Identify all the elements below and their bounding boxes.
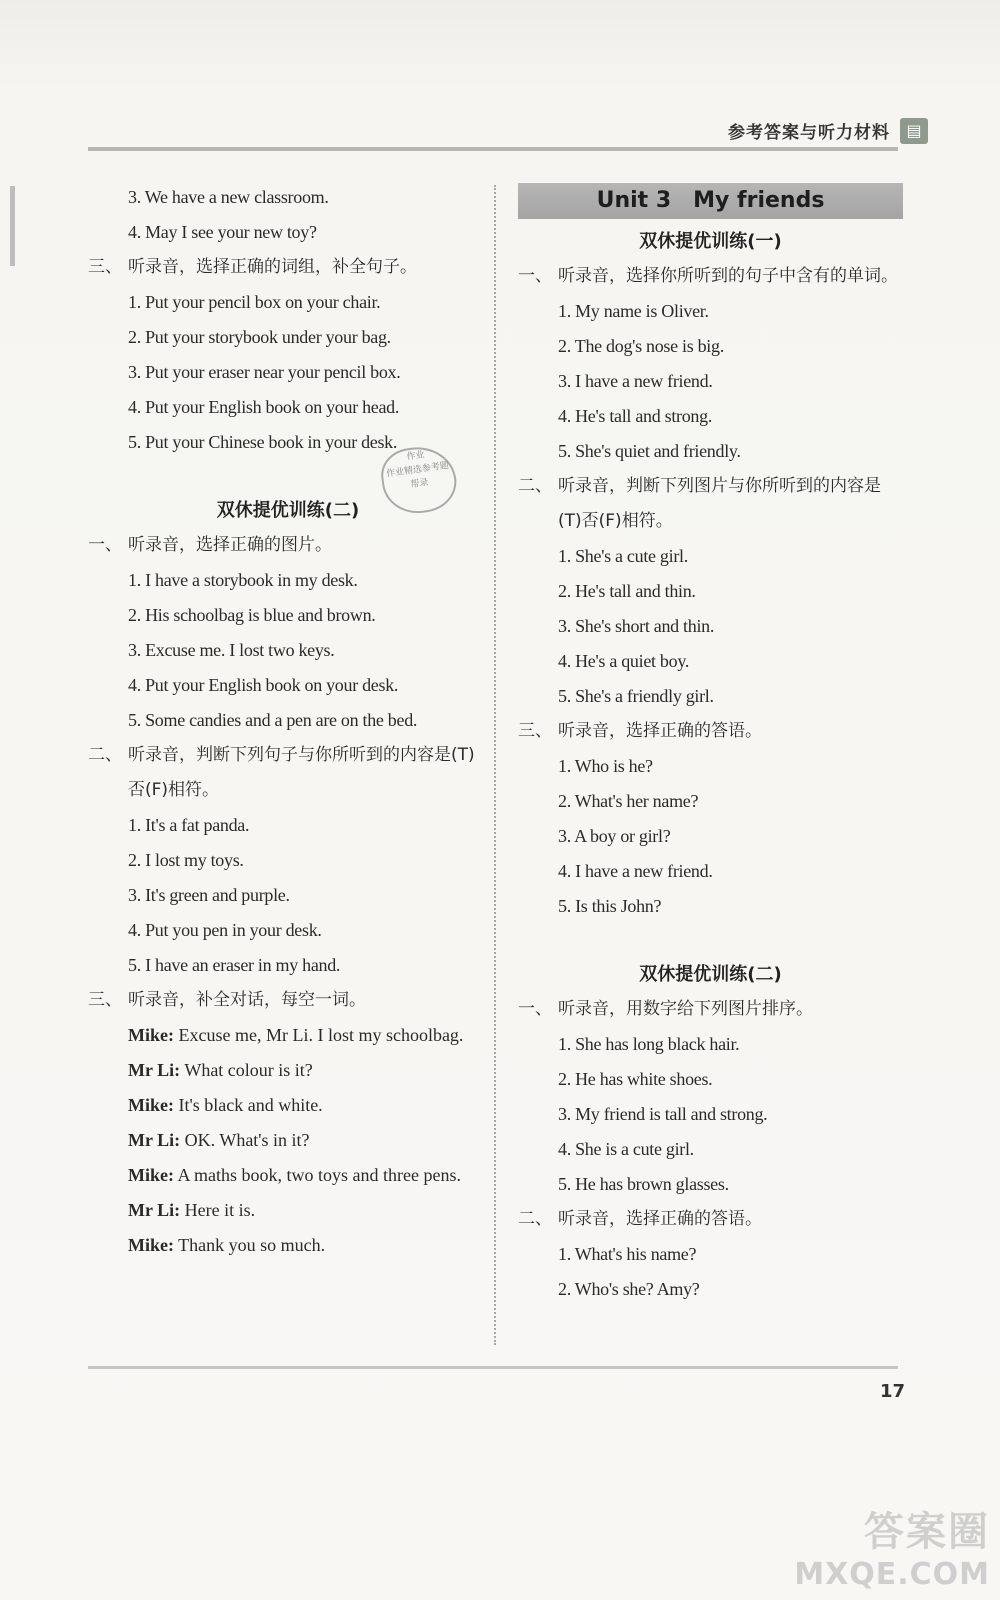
section-title: 双休提优训练(一) — [639, 231, 782, 252]
unit-name: My friends — [693, 188, 825, 213]
question-text: 听录音，判断下列图片与你所听到的内容是(T)否(F)相符。 — [558, 476, 881, 531]
stamp-line: 作业精选参考题 — [385, 460, 450, 480]
list-item: 4. He's tall and strong. — [558, 406, 713, 426]
dialog-text: What colour is it? — [180, 1060, 313, 1080]
dialog-text: It's black and white. — [173, 1095, 323, 1115]
list-item: 3. Put your eraser near your pencil box. — [128, 362, 401, 382]
unit-banner — [518, 183, 903, 219]
question-text: 听录音，用数字给下列图片排序。 — [558, 999, 813, 1019]
question-text: 听录音，判断下列句子与你所听到的内容是(T)否(F)相符。 — [128, 745, 475, 800]
list-item: 3. She's short and thin. — [558, 616, 715, 636]
left-column — [88, 180, 488, 1263]
list-item: 5. He has brown glasses. — [558, 1174, 729, 1194]
section-title: 双休提优训练(二) — [216, 500, 360, 521]
question-number: 一、 — [518, 266, 552, 286]
question-text: 听录音，选择正确的词组，补全句子。 — [128, 257, 417, 277]
margin-bar — [10, 186, 15, 266]
page-number: 17 — [880, 1381, 906, 1402]
list-item: 4. Put your English book on your head. — [128, 397, 400, 417]
dialog-speaker: Mike: — [128, 1025, 174, 1045]
dialog-text: Thank you so much. — [173, 1235, 326, 1255]
section-title: 双休提优训练(二) — [639, 964, 782, 985]
question-number: 二、 — [518, 476, 552, 496]
watermark-text: 答案圈 — [864, 1509, 990, 1555]
list-item: 2. Who's she? Amy? — [558, 1279, 700, 1299]
list-item: 4. Put you pen in your desk. — [128, 920, 322, 940]
list-item: 3. A boy or girl? — [558, 826, 671, 846]
stamp-line: 帮录 — [409, 477, 430, 491]
footer-rule — [88, 1366, 898, 1369]
question-header — [88, 738, 488, 808]
list-item: 2. His schoolbag is blue and brown. — [128, 605, 376, 625]
dialog-text: Excuse me, Mr Li. I lost my schoolbag. — [173, 1025, 464, 1045]
right-column — [518, 180, 903, 1307]
list-item: 4. May I see your new toy? — [128, 222, 317, 242]
question-number: 二、 — [88, 745, 122, 765]
dialog-line — [88, 1158, 488, 1193]
list-item: 1. Who is he? — [558, 756, 653, 776]
question-number: 三、 — [518, 721, 552, 741]
dialog-text: Here it is. — [180, 1200, 256, 1220]
watermark — [794, 1500, 990, 1592]
question-text: 听录音，选择正确的图片。 — [128, 535, 332, 555]
question-header — [518, 1202, 903, 1237]
list-item: 4. He's a quiet boy. — [558, 651, 690, 671]
list-item: 3. We have a new classroom. — [128, 187, 329, 207]
list-item: 4. Put your English book on your desk. — [128, 675, 399, 695]
question-header — [518, 259, 903, 294]
question-number: 三、 — [88, 990, 122, 1010]
list-item: 1. She's a cute girl. — [558, 546, 688, 566]
list-item: 1. I have a storybook in my desk. — [128, 570, 358, 590]
dialog-text: OK. What's in it? — [180, 1130, 310, 1150]
list-item: 5. She's a friendly girl. — [558, 686, 714, 706]
list-item: 3. My friend is tall and strong. — [558, 1104, 768, 1124]
question-number: 三、 — [88, 257, 122, 277]
question-number: 一、 — [518, 999, 552, 1019]
list-item: 2. He's tall and thin. — [558, 581, 696, 601]
question-header — [88, 528, 488, 563]
list-item: 2. The dog's nose is big. — [558, 336, 724, 356]
list-item: 3. It's green and purple. — [128, 885, 290, 905]
dialog-speaker: Mike: — [128, 1165, 174, 1185]
dialog-line — [88, 1123, 488, 1158]
list-item: 1. My name is Oliver. — [558, 301, 709, 321]
dialog-speaker: Mr Li: — [128, 1200, 181, 1220]
list-item: 1. What's his name? — [558, 1244, 697, 1264]
watermark-url: MXQE.COM — [794, 1557, 990, 1592]
list-item: 1. Put your pencil box on your chair. — [128, 292, 381, 312]
question-number: 二、 — [518, 1209, 552, 1229]
list-item: 5. Is this John? — [558, 896, 662, 916]
list-item: 4. I have a new friend. — [558, 861, 713, 881]
list-item: 3. Excuse me. I lost two keys. — [128, 640, 335, 660]
list-item: 5. I have an eraser in my hand. — [128, 955, 341, 975]
dialog-speaker: Mr Li: — [128, 1130, 181, 1150]
question-text: 听录音，选择正确的答语。 — [558, 721, 762, 741]
question-text: 听录音，选择正确的答语。 — [558, 1209, 762, 1229]
list-item: 2. Put your storybook under your bag. — [128, 327, 391, 347]
question-text: 听录音，补全对话，每空一词。 — [128, 990, 366, 1010]
question-header — [518, 714, 903, 749]
question-header — [88, 983, 488, 1018]
list-item: 1. She has long black hair. — [558, 1034, 740, 1054]
dialog-line — [88, 1018, 488, 1053]
list-item: 5. Some candies and a pen are on the bed. — [128, 710, 418, 730]
list-item: 2. I lost my toys. — [128, 850, 244, 870]
dialog-speaker: Mr Li: — [128, 1060, 181, 1080]
header-title: 参考答案与听力材料 — [728, 123, 890, 143]
dialog-line — [88, 1053, 488, 1088]
list-item: 2. He has white shoes. — [558, 1069, 713, 1089]
dialog-speaker: Mike: — [128, 1095, 174, 1115]
dialog-line — [88, 1088, 488, 1123]
dialog-speaker: Mike: — [128, 1235, 174, 1255]
list-item: 5. Put your Chinese book in your desk. — [128, 432, 398, 452]
question-number: 一、 — [88, 535, 122, 555]
header-rule — [88, 147, 898, 151]
list-item: 2. What's her name? — [558, 791, 699, 811]
question-header — [518, 992, 903, 1027]
stamp-line: 作业 — [406, 450, 426, 463]
list-item: 4. She is a cute girl. — [558, 1139, 694, 1159]
column-divider — [494, 185, 496, 1345]
dialog-line — [88, 1228, 488, 1263]
dialog-line — [88, 1193, 488, 1228]
list-item: 5. She's quiet and friendly. — [558, 441, 741, 461]
question-text: 听录音，选择你所听到的句子中含有的单词。 — [558, 266, 898, 286]
question-header — [88, 250, 488, 285]
list-item: 1. It's a fat panda. — [128, 815, 250, 835]
dialog-text: A maths book, two toys and three pens. — [173, 1165, 461, 1185]
book-icon: ▤ — [900, 118, 928, 144]
list-item: 3. I have a new friend. — [558, 371, 713, 391]
question-header — [518, 469, 903, 539]
unit-number: Unit 3 — [596, 188, 672, 213]
